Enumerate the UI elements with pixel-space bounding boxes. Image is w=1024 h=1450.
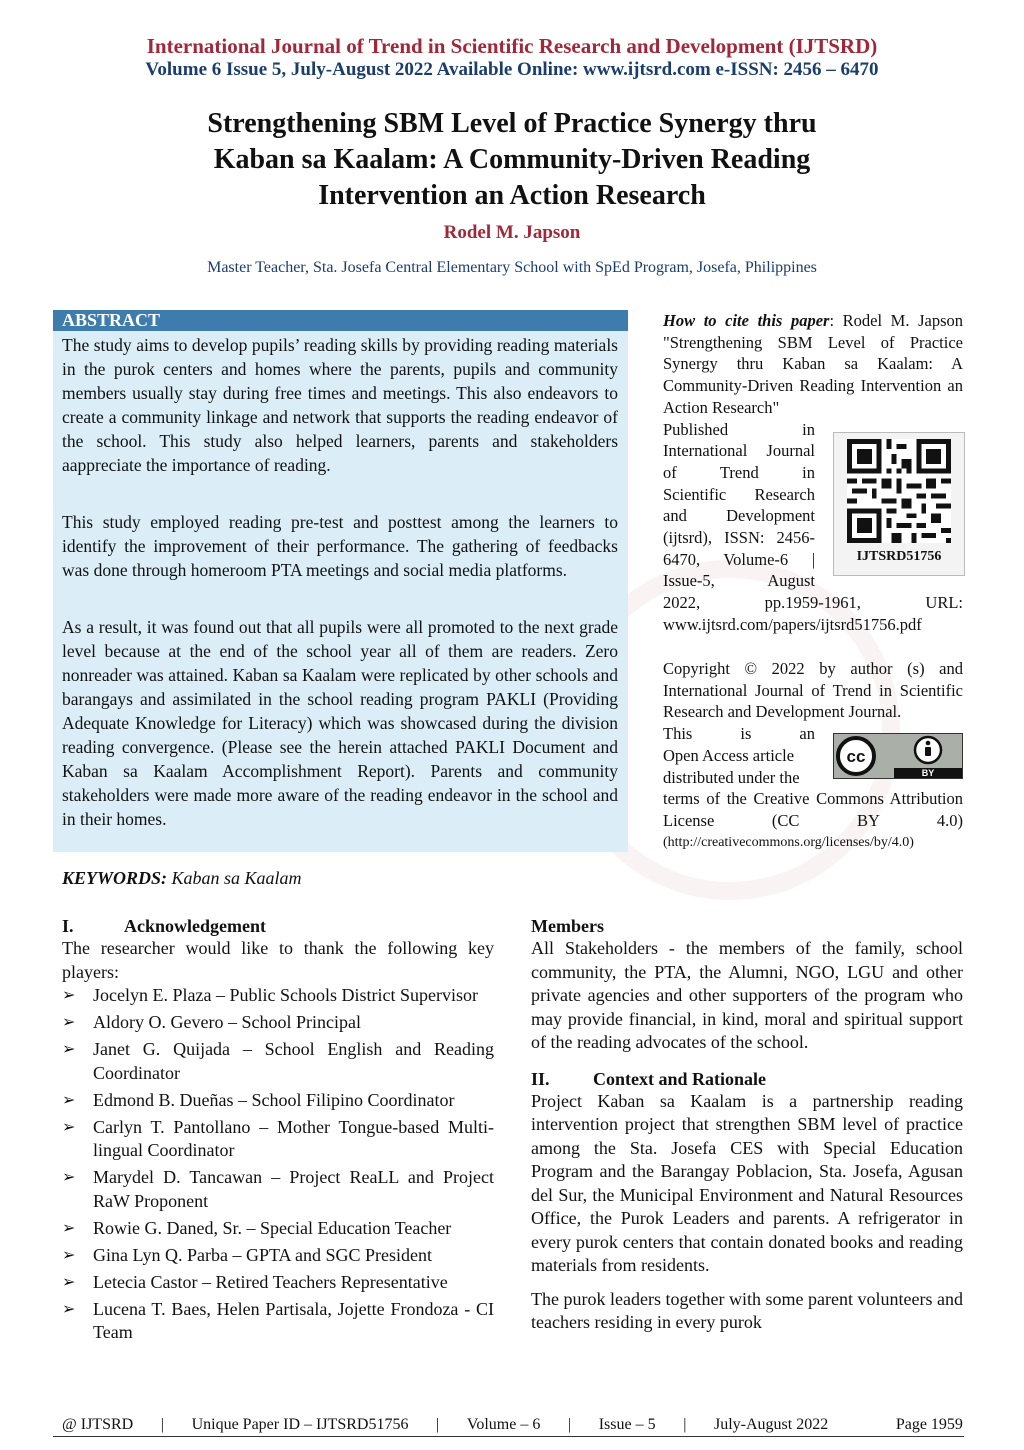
context-paragraph: Project Kaban sa Kaalam is a partnership reading intervention project that strengthen SBM level of practice among the Sta. Josefa CES with Special Education Program and the Barangay Poblacion, Sta. Josefa, Agusan del Sur, the Municipal Environment and Natural Resources Office, the Purok Leaders and parents. A refrigerator in every purok centers that contain donated books and reading materials from residents.	[531, 1090, 963, 1275]
keywords-label: KEYWORDS:	[62, 868, 168, 888]
paper-title-line: Intervention an Action Research	[318, 180, 706, 211]
key-player-item	[62, 1011, 494, 1035]
copyright-url[interactable]: (http://creativecommons.org/licenses/by/4.0)	[663, 834, 914, 850]
members-text: All Stakeholders - the members of the family, school community, the PTA, the Alumni, NGO, LGU and other private agencies and other supporters of the program who may provide financial, in kind, moral and spiritual support of the reading advocates of the school.	[531, 938, 963, 1052]
key-player-text: Lucena T. Baes, Helen Partisala, Jojette Frondoza - CI Team	[93, 1298, 494, 1342]
section-heading	[531, 1069, 963, 1090]
key-player-text: Marydel D. Tancawan – Project ReaLL and Project RaW Proponent	[93, 1167, 494, 1211]
citation-line: of Trend in	[663, 462, 815, 482]
paper-title-line: Strengthening SBM Level of Practice Synergy thru	[207, 108, 817, 139]
page-footer	[62, 1416, 963, 1434]
citation-line: Issue-5, August	[663, 571, 815, 591]
journal-title: International Journal of Trend in Scientific Research and Development (IJTSRD)	[146, 34, 878, 58]
abstract-heading: ABSTRACT	[53, 310, 628, 331]
key-players-list	[62, 984, 494, 1345]
footer-divider	[53, 1436, 964, 1437]
key-player-item	[62, 1244, 494, 1268]
arrow-bullet-icon: ➢	[62, 1246, 76, 1264]
arrow-bullet-icon: ➢	[62, 987, 76, 1004]
arrow-bullet-icon: ➢	[62, 1219, 76, 1237]
key-player-item	[62, 1271, 494, 1295]
citation-text: : Rodel M. Japson "Strengthening SBM Level of Practice Synergy thru Kaban sa Kaalam: A Community-Driven Reading Intervention an Action Research"	[663, 311, 963, 417]
key-player-text: Janet G. Quijada – School English and Reading Coordinator	[93, 1039, 494, 1083]
citation-line: (ijtsrd), ISSN: 2456-	[663, 528, 815, 548]
abstract-paragraph: The study aims to develop pupils’ reading skills by providing reading materials in the purok centers and homes where the parents, pupils and community members usually stay during free times and meetings. This also endeavors to create a community linkage and network that supports the reading endeavor of the school. This study also helped learners, parents and stakeholders aappreciate the importance of reading.	[62, 335, 618, 475]
paper-title-line: Kaban sa Kaalam: A Community-Driven Reading	[213, 144, 811, 175]
section-acknowledgement	[62, 916, 494, 1348]
section-number: II.	[531, 1068, 550, 1089]
section-title: Context and Rationale	[593, 1068, 767, 1089]
key-player-text: Rowie G. Daned, Sr. – Special Education Teacher	[93, 1217, 452, 1238]
key-player-text: Aldory O. Gevero – School Principal	[93, 1012, 361, 1032]
key-player-item	[62, 984, 494, 1008]
keywords-value: Kaban sa Kaalam	[171, 868, 302, 888]
footer-volume: Volume – 6	[466, 1416, 541, 1433]
key-player-item	[62, 1038, 494, 1085]
cc-by-badge[interactable]	[833, 733, 963, 779]
citation-line: Published in	[663, 419, 815, 439]
footer-separator: |	[567, 1416, 572, 1433]
footer-page-number: Page 1959	[895, 1416, 963, 1433]
right-column	[531, 916, 963, 1335]
abstract-paragraph: As a result, it was found out that all pupils were all promoted to the next grade level because at the end of the school year all of them are readers. Zero nonreader was attained. Kaban sa Kaalam were replicated by other schools and barangays and assimilated in the school reading program PAKLI (Providing Adequate Knowledge for Literacy) which was showcased during the division reading convergence. (Please see the herein attached PAKLI Document and Kaban sa Kaalam Accomplishment Report). Parents and community stakeholders were made more aware of the reading endeavor in the school and in their homes.	[62, 617, 618, 829]
citation-label: How to cite this paper	[663, 311, 830, 330]
footer-paper-id: Unique Paper ID – IJTSRD51756	[191, 1416, 409, 1433]
key-player-text: Letecia Castor – Retired Teachers Representative	[93, 1271, 448, 1292]
copyright-line: distributed under the	[663, 767, 800, 787]
qr-code-icon	[847, 439, 951, 543]
cc-symbol: cc	[846, 747, 866, 766]
journal-issue-line: Volume 6 Issue 5, July-August 2022 Available Online: www.ijtsrd.com e-ISSN: 2456 – 6470	[145, 59, 879, 80]
arrow-bullet-icon: ➢	[62, 1273, 76, 1291]
keywords	[62, 868, 302, 889]
arrow-bullet-icon: ➢	[62, 1300, 76, 1318]
footer-period: July-August 2022	[714, 1416, 829, 1433]
author-affiliation: Master Teacher, Sta. Josefa Central Elementary School with SpEd Program, Josefa, Philippines	[207, 259, 817, 276]
context-paragraph: The purok leaders together with some parent volunteers and teachers residing in every purok	[531, 1288, 963, 1332]
footer-separator: |	[160, 1416, 164, 1433]
key-player-item	[62, 1166, 494, 1213]
paper-title	[100, 106, 924, 214]
section-number: I.	[62, 916, 74, 936]
footer-separator: |	[436, 1416, 440, 1433]
key-player-item	[62, 1298, 494, 1345]
key-player-item	[62, 1217, 494, 1241]
author-name: Rodel M. Japson	[443, 222, 581, 243]
by-label: BY	[921, 768, 935, 778]
key-player-text: Jocelyn E. Plaza – Public Schools District Supervisor	[93, 985, 478, 1005]
cc-by-license-icon	[834, 734, 962, 778]
copyright-line: This is an	[663, 724, 815, 744]
arrow-bullet-icon: ➢	[62, 1169, 76, 1186]
citation-line: and Development	[663, 506, 815, 526]
key-player-item	[62, 1116, 494, 1163]
arrow-bullet-icon: ➢	[62, 1118, 76, 1136]
copyright-line: Open Access article	[663, 745, 795, 765]
arrow-bullet-icon: ➢	[62, 1041, 76, 1058]
copyright-narrow	[663, 723, 815, 788]
footer-issue: Issue – 5	[598, 1416, 656, 1433]
qr-code-label: IJTSRD51756	[856, 549, 942, 564]
key-player-text: Gina Lyn Q. Parba – GPTA and SGC President	[93, 1244, 433, 1265]
arrow-bullet-icon: ➢	[62, 1014, 76, 1031]
copyright-text: Copyright © 2022 by author (s) and International Journal of Trend in Scientific Research and Development Journal.	[663, 659, 963, 722]
footer-separator: |	[683, 1416, 687, 1433]
key-player-item	[62, 1089, 494, 1113]
citation-url[interactable]: 2022, pp.1959-1961, URL: www.ijtsrd.com/papers/ijtsrd51756.pdf	[663, 593, 963, 634]
citation-line: Scientific Research	[663, 484, 815, 504]
footer-org: @ IJTSRD	[62, 1416, 134, 1433]
arrow-bullet-icon: ➢	[62, 1091, 76, 1109]
acknowledgement-intro: The researcher would like to thank the following key players:	[62, 938, 494, 982]
abstract-paragraph: This study employed reading pre-test and posttest among the learners to identify the improvement of their performance. The gathering of feedbacks was done through homeroom PTA meetings and social media platforms.	[62, 512, 618, 580]
citation-line: International Journal	[663, 441, 815, 461]
section-heading	[62, 916, 494, 937]
members-heading: Members	[531, 916, 604, 936]
section-title: Acknowledgement	[124, 916, 266, 936]
key-player-text: Carlyn T. Pantollano – Mother Tongue-based Multi-lingual Coordinator	[93, 1116, 494, 1160]
citation-narrow	[663, 419, 815, 593]
copyright-license: terms of the Creative Commons Attribution License (CC BY 4.0)	[663, 789, 963, 830]
citation-line: 6470, Volume-6 |	[663, 549, 815, 569]
key-player-text: Edmond B. Dueñas – School Filipino Coordinator	[93, 1089, 455, 1110]
qr-code-box[interactable]	[833, 432, 965, 576]
